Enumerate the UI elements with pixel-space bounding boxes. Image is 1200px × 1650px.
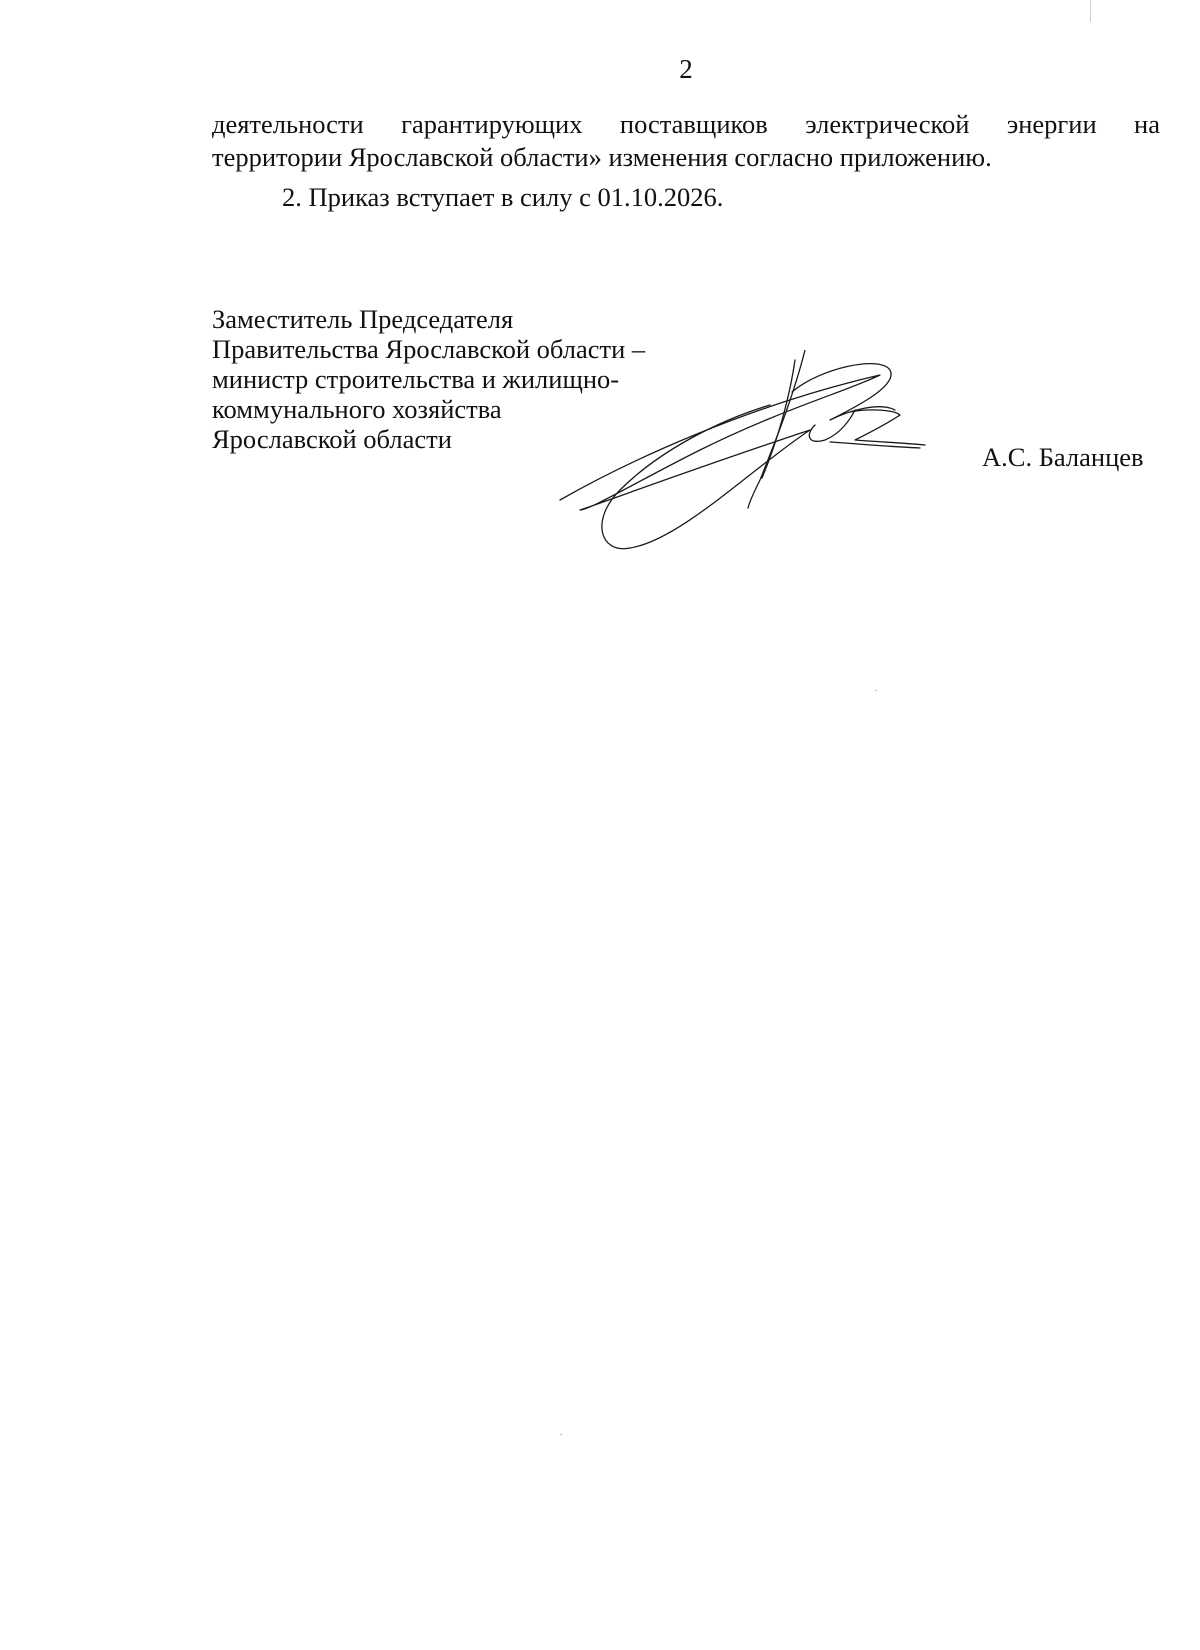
position-line: Правительства Ярославской области – [212,334,646,364]
position-line: коммунального хозяйства [212,394,502,424]
paragraph-1-line-2: территории Ярославской области» изменения согласно приложению. [212,142,992,172]
scan-edge-mark [1090,0,1091,22]
position-line: Заместитель Председателя [212,304,514,334]
paragraph-1-line-1: деятельности гарантирующих поставщиков электрической энергии на [212,109,1160,139]
handwritten-signature [550,350,970,570]
signer-name: А.С. Баланцев [982,442,1144,472]
position-line: министр строительства и жилищно- [212,364,620,394]
body-paragraph-2: 2. Приказ вступает в силу с 01.10.2026. [282,182,724,212]
scan-speck [560,1434,562,1435]
scan-speck [875,690,877,691]
body-paragraph-1 [212,108,1160,174]
page-number: 2 [679,54,693,84]
position-line: Ярославской области [212,424,452,454]
